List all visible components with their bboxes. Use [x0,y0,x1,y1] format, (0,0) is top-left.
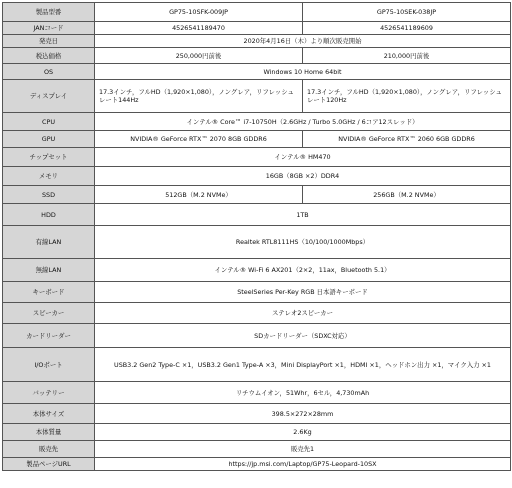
table-row [3,80,511,113]
speaker-label: スピーカー [3,303,95,324]
release-label: 発売日 [3,35,95,48]
gpu-value-b: NVIDIA® GeForce RTX™ 2060 6GB GDDR6 [303,131,511,148]
jan-value-b: 4526541189609 [303,22,511,35]
os-value: Windows 10 Home 64bit [95,64,511,80]
table-row [3,441,511,458]
card-reader-value: SDカードリーダー（SDXC対応） [95,324,511,348]
release-value: 2020年4月16日（木）より順次販売開始 [95,35,511,48]
table-row [3,64,511,80]
table-row [3,131,511,148]
jan-label: JANコード [3,22,95,35]
table-row [3,458,511,471]
chipset-value: インテル® HM470 [95,148,511,167]
chipset-label: チップセット [3,148,95,167]
memory-label: メモリ [3,167,95,186]
jan-value-a: 4526541189470 [95,22,303,35]
table-row [3,259,511,282]
wired-lan-label: 有線LAN [3,226,95,259]
size-label: 本体サイズ [3,404,95,424]
weight-value: 2.6Kg [95,424,511,441]
speaker-value: ステレオ2スピーカー [95,303,511,324]
os-label: OS [3,64,95,80]
keyboard-label: キーボード [3,282,95,303]
hdd-value: 1TB [95,204,511,226]
gpu-value-a: NVIDIA® GeForce RTX™ 2070 8GB GDDR6 [95,131,303,148]
vendor-value: 販売先1 [95,441,511,458]
wired-lan-value: Realtek RTL8111HS（10/100/1000Mbps） [95,226,511,259]
keyboard-value: SteelSeries Per-Key RGB 日本語キーボード [95,282,511,303]
table-row [3,113,511,131]
price-value-b: 210,000円前後 [303,48,511,64]
ssd-value-a: 512GB（M.2 NVMe） [95,186,303,204]
battery-label: バッテリー [3,382,95,404]
wireless-lan-label: 無線LAN [3,259,95,282]
display-label: ディスプレイ [3,80,95,113]
display-value-a: 17.3インチ，フルHD（1,920×1,080），ノングレア，リフレッシュレート144Hz [95,80,303,113]
io-value: USB3.2 Gen2 Type-C ×1，USB3.2 Gen1 Type-A ×3，Mini DisplayPort ×1，HDMI ×1，ヘッドホン出力 ×1，マイク入力 ×1 [95,348,511,382]
memory-value: 16GB（8GB ×2）DDR4 [95,167,511,186]
battery-value: リチウムイオン，51Whr，6セル，4,730mAh [95,382,511,404]
io-label: I/Oポート [3,348,95,382]
url-label: 製品ページURL [3,458,95,471]
ssd-value-b: 256GB（M.2 NVMe） [303,186,511,204]
table-row [3,226,511,259]
price-label: 税込価格 [3,48,95,64]
ssd-label: SSD [3,186,95,204]
spec-table [2,2,511,471]
price-value-a: 250,000円前後 [95,48,303,64]
url-value: https://jp.msi.com/Laptop/GP75-Leopard-10SX [95,458,511,471]
table-row [3,382,511,404]
table-row [3,348,511,382]
table-row [3,3,511,22]
hdd-label: HDD [3,204,95,226]
wireless-lan-value: インテル® Wi-Fi 6 AX201（2×2，11ax，Bluetooth 5.1） [95,259,511,282]
table-row [3,424,511,441]
table-row [3,22,511,35]
table-row [3,303,511,324]
weight-label: 本体質量 [3,424,95,441]
table-row [3,282,511,303]
table-row [3,48,511,64]
gpu-label: GPU [3,131,95,148]
table-row [3,204,511,226]
table-row [3,167,511,186]
model-value-b: GP75-10SEK-038JP [303,3,511,22]
table-row [3,186,511,204]
cpu-value: インテル® Core™ i7-10750H（2.6GHz / Turbo 5.0GHz / 6コア12スレッド） [95,113,511,131]
table-row [3,324,511,348]
size-value: 398.5×272×28mm [95,404,511,424]
model-label: 製品型番 [3,3,95,22]
table-row [3,35,511,48]
cpu-label: CPU [3,113,95,131]
model-value-a: GP75-10SFK-009JP [95,3,303,22]
display-value-b: 17.3インチ，フルHD（1,920×1,080），ノングレア，リフレッシュレート120Hz [303,80,511,113]
table-row [3,404,511,424]
table-row [3,148,511,167]
vendor-label: 販売先 [3,441,95,458]
card-reader-label: カードリーダー [3,324,95,348]
